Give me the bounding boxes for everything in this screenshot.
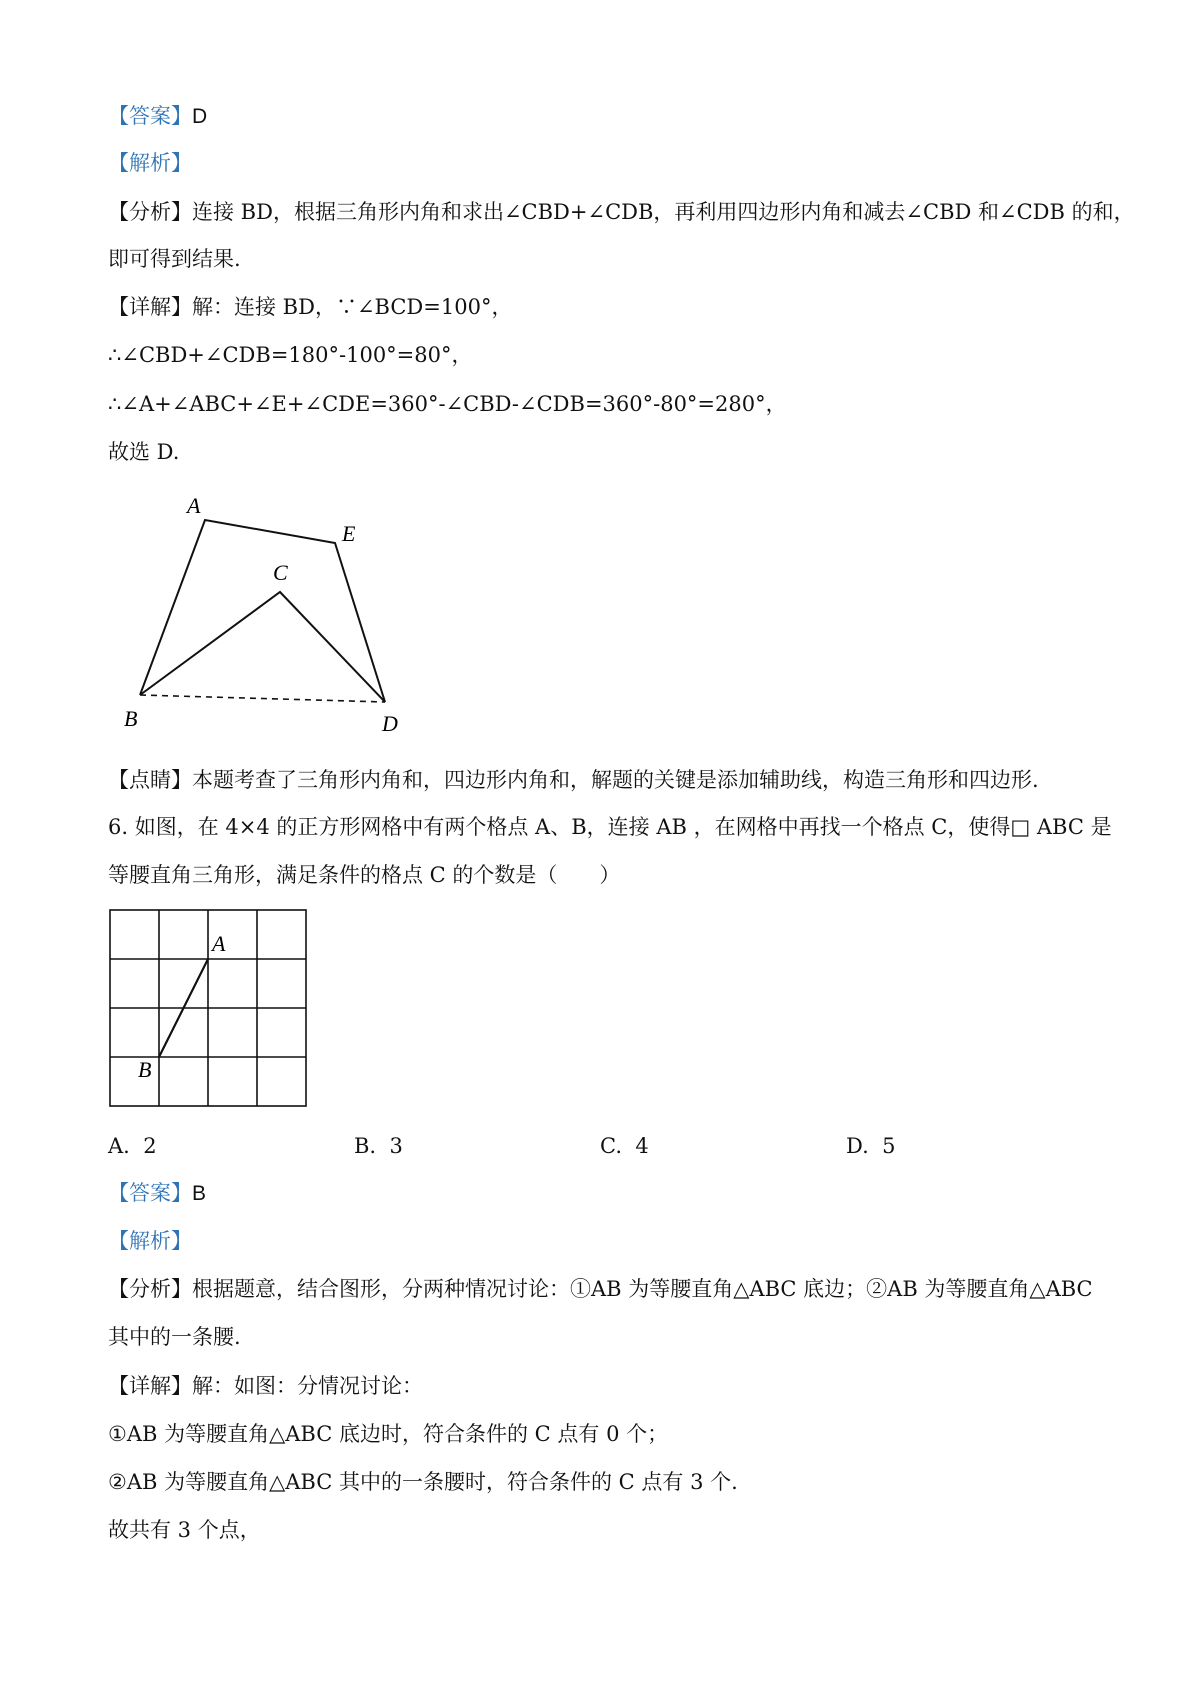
- q5-analysis-line1: [108, 197, 1135, 227]
- q5-comment-line: [108, 765, 1039, 795]
- option-c-value: 4: [635, 1134, 649, 1158]
- q6-detail-line3: ②AB 为等腰直角△ABC 其中的一条腰时，符合条件的 C 点有 3 个.: [108, 1470, 738, 1494]
- detail-tag: 【详解】: [108, 295, 192, 319]
- label-c: C: [273, 560, 288, 585]
- option-d-label: D.: [846, 1134, 869, 1158]
- comment-text: 本题考查了三角形内角和，四边形内角和，解题的关键是添加辅助线，构造三角形和四边形.: [192, 768, 1039, 792]
- q5-geometry-figure: [120, 485, 420, 735]
- answer-tag: 【答案】: [108, 1181, 192, 1205]
- detail-tag: 【详解】: [108, 1374, 192, 1398]
- figure-dashed-bd: [140, 695, 385, 702]
- q5-detail-line2: ∴∠CBD+∠CDB=180°-100°=80°，: [108, 343, 473, 367]
- q6-detail-line1: [108, 1371, 423, 1401]
- option-c[interactable]: [600, 1131, 649, 1161]
- q6-detail-line4: 故共有 3 个点，: [108, 1518, 261, 1542]
- q6-analysis-line2: 其中的一条腰.: [108, 1325, 241, 1349]
- option-b-label: B.: [354, 1134, 377, 1158]
- label-a: A: [187, 493, 201, 518]
- comment-tag: 【点睛】: [108, 768, 192, 792]
- label-e: E: [342, 521, 356, 546]
- analysis-tag: 【分析】: [108, 200, 192, 224]
- option-d[interactable]: [846, 1131, 896, 1161]
- option-b[interactable]: [354, 1131, 403, 1161]
- option-c-label: C.: [600, 1134, 622, 1158]
- q5-detail-line4: 故选 D.: [108, 440, 180, 464]
- detail-text: 解：如图：分情况讨论：: [192, 1374, 423, 1398]
- q6-stem-line2: 等腰直角三角形，满足条件的格点 C 的个数是（ ）: [108, 863, 621, 887]
- q6-analysis-line1: [108, 1274, 1093, 1304]
- q5-answer-line: [108, 101, 207, 132]
- grid-label-a: A: [212, 931, 226, 956]
- q6-answer-line: [108, 1178, 206, 1209]
- q6-detail-line2: ①AB 为等腰直角△ABC 底边时，符合条件的 C 点有 0 个；: [108, 1422, 669, 1446]
- q5-jiexi-line: [108, 148, 192, 178]
- label-d: D: [382, 711, 398, 735]
- jiexi-tag: 【解析】: [108, 151, 192, 175]
- analysis-text: 连接 BD，根据三角形内角和求出∠CBD+∠CDB，再利用四边形内角和减去∠CBD 和∠CDB 的和，: [192, 200, 1135, 224]
- option-a-value: 2: [143, 1134, 157, 1158]
- option-d-value: 5: [882, 1134, 896, 1158]
- analysis-tag: 【分析】: [108, 1277, 192, 1301]
- q6-grid-figure: [100, 905, 320, 1115]
- answer-value: D: [192, 105, 208, 128]
- figure-outline: [140, 520, 385, 702]
- q5-analysis-line2: 即可得到结果.: [108, 247, 241, 271]
- q6-stem-line1: 6. 如图，在 4×4 的正方形网格中有两个格点 A、B，连接 AB ，在网格中再找一个格点 C，使得□ ABC 是: [108, 815, 1112, 839]
- option-a-label: A.: [108, 1134, 130, 1158]
- q5-detail-line3: ∴∠A+∠ABC+∠E+∠CDE=360°-∠CBD-∠CDB=360°-80°=280°，: [108, 392, 787, 416]
- option-b-value: 3: [389, 1134, 403, 1158]
- label-b: B: [124, 706, 138, 731]
- jiexi-tag: 【解析】: [108, 1229, 192, 1253]
- analysis-text: 根据题意，结合图形，分两种情况讨论：①AB 为等腰直角△ABC 底边；②AB 为等腰直角△ABC: [192, 1277, 1093, 1301]
- detail-text: 解：连接 BD，∵∠BCD=100°，: [192, 295, 513, 319]
- q6-jiexi-line: [108, 1226, 192, 1256]
- grid-label-b: B: [138, 1057, 152, 1082]
- answer-tag: 【答案】: [108, 104, 192, 128]
- option-a[interactable]: [108, 1131, 157, 1161]
- q5-detail-line1: [108, 292, 512, 322]
- answer-value: B: [192, 1182, 207, 1205]
